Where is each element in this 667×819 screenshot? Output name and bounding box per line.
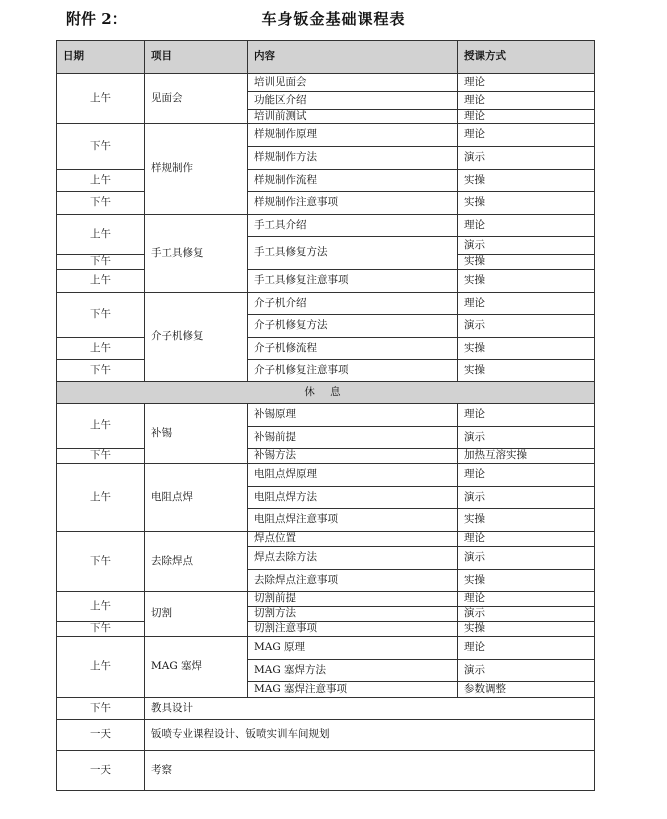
cell-method: 实操 bbox=[458, 270, 595, 293]
cell-content: 培训前测试 bbox=[248, 110, 458, 124]
cell-method: 实操 bbox=[458, 622, 595, 637]
table-row bbox=[57, 74, 595, 92]
table-row bbox=[57, 698, 595, 720]
cell-item: 考察 bbox=[145, 751, 595, 791]
cell-item: 电阻点焊 bbox=[145, 464, 248, 532]
cell-content: 电阻点焊方法 bbox=[248, 487, 458, 509]
cell-method: 实操 bbox=[458, 360, 595, 382]
cell-method: 理论 bbox=[458, 404, 595, 427]
cell-method: 理论 bbox=[458, 215, 595, 237]
table-row bbox=[57, 360, 595, 382]
cell-content: 样规制作流程 bbox=[248, 170, 458, 192]
cell-content: 补锡原理 bbox=[248, 404, 458, 427]
cell-date: 下午 bbox=[57, 192, 145, 215]
cell-date: 下午 bbox=[57, 360, 145, 382]
cell-content: MAG 塞焊注意事项 bbox=[248, 682, 458, 698]
cell-date: 上午 bbox=[57, 270, 145, 293]
cell-content: 样规制作注意事项 bbox=[248, 192, 458, 215]
cell-method: 实操 bbox=[458, 170, 595, 192]
table-row bbox=[57, 532, 595, 547]
cell-content: 手工具修复注意事项 bbox=[248, 270, 458, 293]
cell-content: 介子机修流程 bbox=[248, 338, 458, 360]
cell-item: 见面会 bbox=[145, 74, 248, 124]
cell-item: 钣喷专业课程设计、钣喷实训车间规划 bbox=[145, 720, 595, 751]
break-row bbox=[57, 382, 595, 404]
cell-content: 手工具修复方法 bbox=[248, 237, 458, 270]
cell-method: 理论 bbox=[458, 592, 595, 607]
cell-method: 演示 bbox=[458, 607, 595, 622]
table-row bbox=[57, 170, 595, 192]
cell-date: 下午 bbox=[57, 698, 145, 720]
cell-content: 去除焊点注意事项 bbox=[248, 570, 458, 592]
cell-content: 介子机修复注意事项 bbox=[248, 360, 458, 382]
table-row bbox=[57, 751, 595, 791]
cell-method: 理论 bbox=[458, 110, 595, 124]
cell-method: 演示 bbox=[458, 487, 595, 509]
cell-date: 下午 bbox=[57, 622, 145, 637]
cell-method: 实操 bbox=[458, 570, 595, 592]
cell-date: 下午 bbox=[57, 532, 145, 592]
cell-method: 理论 bbox=[458, 464, 595, 487]
cell-content: 介子机修复方法 bbox=[248, 315, 458, 338]
table-row bbox=[57, 449, 595, 464]
table-row bbox=[57, 293, 595, 315]
table-row bbox=[57, 720, 595, 751]
cell-method: 演示 bbox=[458, 237, 595, 255]
table-header-row bbox=[57, 41, 595, 74]
cell-item: 样规制作 bbox=[145, 124, 248, 215]
cell-method: 实操 bbox=[458, 338, 595, 360]
cell-method: 理论 bbox=[458, 74, 595, 92]
table-row bbox=[57, 637, 595, 660]
cell-content: MAG 原理 bbox=[248, 637, 458, 660]
cell-content: 切割方法 bbox=[248, 607, 458, 622]
cell-method: 演示 bbox=[458, 427, 595, 449]
cell-content: 样规制作原理 bbox=[248, 124, 458, 147]
cell-content: 功能区介绍 bbox=[248, 92, 458, 110]
cell-item: 补锡 bbox=[145, 404, 248, 464]
cell-method: 理论 bbox=[458, 293, 595, 315]
cell-date: 上午 bbox=[57, 464, 145, 532]
table-row bbox=[57, 464, 595, 487]
table-row bbox=[57, 192, 595, 215]
cell-method: 实操 bbox=[458, 255, 595, 270]
cell-date: 上午 bbox=[57, 215, 145, 255]
cell-method: 演示 bbox=[458, 547, 595, 570]
cell-content: 样规制作方法 bbox=[248, 147, 458, 170]
cell-content: 介子机介绍 bbox=[248, 293, 458, 315]
cell-method: 加热互溶实操 bbox=[458, 449, 595, 464]
cell-date: 下午 bbox=[57, 449, 145, 464]
cell-content: 焊点位置 bbox=[248, 532, 458, 547]
cell-date: 上午 bbox=[57, 338, 145, 360]
cell-date: 上午 bbox=[57, 170, 145, 192]
table-row bbox=[57, 215, 595, 237]
table-row bbox=[57, 124, 595, 147]
col-header-method: 授课方式 bbox=[458, 41, 595, 74]
table-row bbox=[57, 338, 595, 360]
cell-date: 下午 bbox=[57, 124, 145, 170]
cell-content: 培训见面会 bbox=[248, 74, 458, 92]
cell-date: 上午 bbox=[57, 74, 145, 124]
cell-item: MAG 塞焊 bbox=[145, 637, 248, 698]
cell-method: 理论 bbox=[458, 124, 595, 147]
cell-content: 焊点去除方法 bbox=[248, 547, 458, 570]
break-label: 休 息 bbox=[57, 382, 595, 404]
cell-method: 实操 bbox=[458, 509, 595, 532]
cell-item: 切割 bbox=[145, 592, 248, 637]
cell-method: 理论 bbox=[458, 92, 595, 110]
cell-date: 下午 bbox=[57, 293, 145, 338]
cell-date: 下午 bbox=[57, 255, 145, 270]
table-row bbox=[57, 270, 595, 293]
cell-method: 演示 bbox=[458, 147, 595, 170]
cell-content: MAG 塞焊方法 bbox=[248, 660, 458, 682]
cell-date: 一天 bbox=[57, 751, 145, 791]
cell-content: 补锡前提 bbox=[248, 427, 458, 449]
cell-content: 电阻点焊原理 bbox=[248, 464, 458, 487]
cell-method: 演示 bbox=[458, 315, 595, 338]
cell-item: 教具设计 bbox=[145, 698, 595, 720]
cell-date: 上午 bbox=[57, 404, 145, 449]
table-row bbox=[57, 592, 595, 607]
cell-date: 一天 bbox=[57, 720, 145, 751]
cell-item: 去除焊点 bbox=[145, 532, 248, 592]
cell-content: 手工具介绍 bbox=[248, 215, 458, 237]
cell-date: 上午 bbox=[57, 592, 145, 622]
page-title: 车身钣金基础课程表 bbox=[261, 10, 406, 28]
cell-content: 切割前提 bbox=[248, 592, 458, 607]
cell-method: 演示 bbox=[458, 660, 595, 682]
cell-content: 补锡方法 bbox=[248, 449, 458, 464]
col-header-date: 日期 bbox=[57, 41, 145, 74]
cell-method: 参数调整 bbox=[458, 682, 595, 698]
cell-method: 理论 bbox=[458, 637, 595, 660]
col-header-item: 项目 bbox=[145, 41, 248, 74]
col-header-content: 内容 bbox=[248, 41, 458, 74]
cell-content: 切割注意事项 bbox=[248, 622, 458, 637]
cell-content: 电阻点焊注意事项 bbox=[248, 509, 458, 532]
cell-date: 上午 bbox=[57, 637, 145, 698]
cell-method: 实操 bbox=[458, 192, 595, 215]
cell-item: 手工具修复 bbox=[145, 215, 248, 293]
table-row bbox=[57, 404, 595, 427]
cell-item: 介子机修复 bbox=[145, 293, 248, 382]
schedule-table bbox=[56, 40, 595, 791]
table-row bbox=[57, 622, 595, 637]
attachment-label: 附件 2： bbox=[66, 10, 127, 28]
cell-method: 理论 bbox=[458, 532, 595, 547]
